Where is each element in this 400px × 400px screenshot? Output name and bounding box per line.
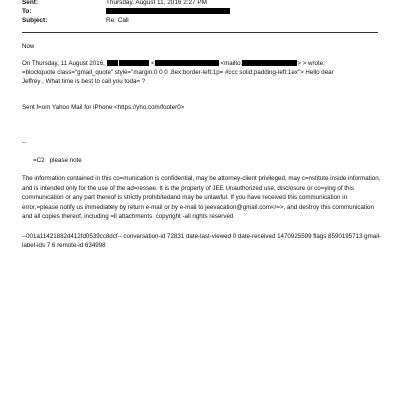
quote-mailto: <mailto:: [220, 60, 243, 67]
signature-dashes: --: [22, 139, 27, 146]
to-redaction: [106, 8, 230, 14]
sent-from-line: Sent f=om Yahoo Mail for iPhone <https://yho.com/footer0>: [22, 104, 185, 111]
sent-value: Thursday, August 11, 2016 2:27 PM: [106, 0, 208, 6]
subject-label: Subject:: [22, 17, 48, 24]
sent-label: Sent:: [22, 0, 38, 6]
confidentiality-disclaimer: The information contained in this co=munication is confidential, may be attorney-client privileged, may c=nstitute inside information, and is intended only for the use of the ad=ressee. It is the property of JEE Unauthorized use, disclosure or co=ying of this communication or any part thereof is strictly prohibitedand may be unlawful. If you have received this communication in error,=please notify us immediately by return e-mail or by e-mail to jeevacation@gmail.com</=>, and destroy this communication and all copies thereof, including =ll attachments. copyright -all rights reserved: [22, 175, 383, 221]
sent-row: [22, 0, 207, 7]
sender-name-redaction-2: [119, 60, 149, 66]
sender-email-redaction: [155, 60, 219, 66]
subject-row: [22, 17, 129, 25]
header-divider: [22, 32, 378, 33]
quote-line-2: =blockquote class="gmail_quote" style="margin:0 0 0 .8ex;border-left:1p= #ccc solid;padding-left:1ex"> Hello dear: [22, 69, 334, 76]
quote-suffix: > > wrote:: [297, 60, 325, 67]
now-line: Now: [22, 43, 35, 50]
subject-value: Re: Call: [106, 17, 129, 24]
quote-prefix: On Thursday, 11 August 2016,: [22, 60, 105, 67]
message-metadata: --001a11421882d412fd0539cc8dcf-- conversation-id 72831 date-last-viewed 0 date-received 1470925599 flags 8590195713 gmail-label-ids 7 6 remote-id 634998: [22, 233, 382, 249]
quote-lt: <: [151, 60, 155, 67]
quote-line-1: [22, 60, 382, 69]
mailto-redaction: [242, 60, 297, 66]
quote-line-3: Jeffrey , What time is best to call you toda= ?: [22, 78, 146, 85]
c2-note: =C2 please note: [33, 157, 82, 164]
to-label: To:: [22, 8, 32, 15]
sender-name-redaction-1: [107, 60, 118, 66]
to-row: [22, 8, 230, 16]
